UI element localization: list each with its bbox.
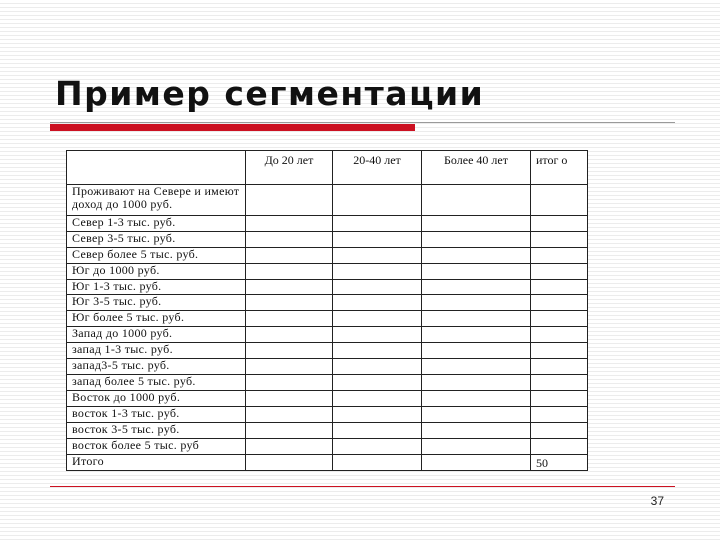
- table-cell: [422, 438, 531, 454]
- table-cell: [333, 454, 422, 470]
- row-label: Юг до 1000 руб.: [67, 263, 246, 279]
- table-header-row: [67, 151, 588, 185]
- table-cell: [531, 263, 588, 279]
- table-cell: [333, 375, 422, 391]
- table-cell: [422, 215, 531, 231]
- row-label: Восток до 1000 руб.: [67, 391, 246, 407]
- table-cell: [246, 279, 333, 295]
- table-cell: [333, 231, 422, 247]
- table-cell: [531, 407, 588, 423]
- title-accent-bar: [50, 124, 415, 131]
- segmentation-table-container: [66, 150, 587, 471]
- title-divider: [50, 122, 675, 123]
- table-cell: [531, 359, 588, 375]
- row-label: Проживают на Севере и имеют доход до 1000 руб.: [67, 185, 246, 216]
- table-row: [67, 375, 588, 391]
- row-label: восток 1-3 тыс. руб.: [67, 407, 246, 423]
- row-label: запад 1-3 тыс. руб.: [67, 343, 246, 359]
- table-cell: [422, 263, 531, 279]
- row-label: запад более 5 тыс. руб.: [67, 375, 246, 391]
- table-row: [67, 438, 588, 454]
- table-cell: [531, 422, 588, 438]
- table-cell: [531, 247, 588, 263]
- table-cell: [333, 359, 422, 375]
- table-cell: [422, 185, 531, 216]
- table-cell: [333, 407, 422, 423]
- row-label: запад3-5 тыс. руб.: [67, 359, 246, 375]
- footer-divider: [50, 486, 675, 487]
- table-cell: [422, 247, 531, 263]
- table-cell: [422, 311, 531, 327]
- total-row: [67, 454, 588, 470]
- column-header: До 20 лет: [246, 151, 333, 185]
- table-cell: [422, 375, 531, 391]
- table-cell: [422, 454, 531, 470]
- table-cell: [246, 231, 333, 247]
- table-cell: [422, 231, 531, 247]
- table-cell: [246, 215, 333, 231]
- table-body: [67, 185, 588, 471]
- table-cell: [422, 359, 531, 375]
- table-cell: [531, 438, 588, 454]
- table-cell: [246, 454, 333, 470]
- table-cell: [333, 422, 422, 438]
- table-cell: [246, 185, 333, 216]
- table-cell: [246, 391, 333, 407]
- row-label: Юг более 5 тыс. руб.: [67, 311, 246, 327]
- row-label: Север 1-3 тыс. руб.: [67, 215, 246, 231]
- table-row: [67, 359, 588, 375]
- table-cell: [333, 311, 422, 327]
- table-row: [67, 407, 588, 423]
- table-cell: [333, 295, 422, 311]
- table-row: [67, 231, 588, 247]
- row-label: восток более 5 тыс. руб: [67, 438, 246, 454]
- table-cell: [333, 391, 422, 407]
- table-cell: [422, 407, 531, 423]
- table-cell: [422, 422, 531, 438]
- row-label: Север 3-5 тыс. руб.: [67, 231, 246, 247]
- table-cell: [422, 279, 531, 295]
- table-row: [67, 327, 588, 343]
- table-cell: [531, 279, 588, 295]
- table-cell: [333, 327, 422, 343]
- table-cell: [531, 327, 588, 343]
- table-cell: [422, 391, 531, 407]
- column-header: 20-40 лет: [333, 151, 422, 185]
- table-cell: [246, 247, 333, 263]
- table-cell: [531, 343, 588, 359]
- row-label: Юг 3-5 тыс. руб.: [67, 295, 246, 311]
- table-cell: [333, 185, 422, 216]
- table-cell: [531, 231, 588, 247]
- header-corner-cell: [67, 151, 246, 185]
- table-cell: [246, 375, 333, 391]
- column-header: итог о: [531, 151, 588, 185]
- table-cell: [333, 263, 422, 279]
- table-cell: [246, 343, 333, 359]
- table-cell: [531, 215, 588, 231]
- table-cell: [333, 438, 422, 454]
- table-cell: [246, 295, 333, 311]
- table-cell: [333, 343, 422, 359]
- table-cell: [246, 311, 333, 327]
- table-row: [67, 247, 588, 263]
- table-row: [67, 263, 588, 279]
- table-row: [67, 391, 588, 407]
- table-cell: [246, 422, 333, 438]
- table-cell: [333, 247, 422, 263]
- page-number: 37: [650, 494, 664, 508]
- table-row: [67, 343, 588, 359]
- table-row: [67, 311, 588, 327]
- row-label: Север более 5 тыс. руб.: [67, 247, 246, 263]
- table-cell: [246, 263, 333, 279]
- table-cell: [246, 327, 333, 343]
- table-row: [67, 215, 588, 231]
- row-label: Юг 1-3 тыс. руб.: [67, 279, 246, 295]
- segmentation-table: [66, 150, 588, 471]
- table-cell: [422, 295, 531, 311]
- table-cell: [531, 295, 588, 311]
- row-label: Итого: [67, 454, 246, 470]
- table-cell: [246, 359, 333, 375]
- table-cell: [246, 407, 333, 423]
- table-row: [67, 422, 588, 438]
- table-cell: [531, 375, 588, 391]
- table-cell: [531, 185, 588, 216]
- slide-title: Пример сегментации: [55, 74, 485, 113]
- table-cell: [246, 438, 333, 454]
- table-cell: 50: [531, 454, 588, 470]
- table-row: [67, 295, 588, 311]
- row-label: восток 3-5 тыс. руб.: [67, 422, 246, 438]
- table-cell: [422, 327, 531, 343]
- table-row: [67, 185, 588, 216]
- table-cell: [333, 279, 422, 295]
- row-label: Запад до 1000 руб.: [67, 327, 246, 343]
- table-cell: [422, 343, 531, 359]
- column-header: Более 40 лет: [422, 151, 531, 185]
- table-cell: [333, 215, 422, 231]
- table-cell: [531, 391, 588, 407]
- table-cell: [531, 311, 588, 327]
- table-row: [67, 279, 588, 295]
